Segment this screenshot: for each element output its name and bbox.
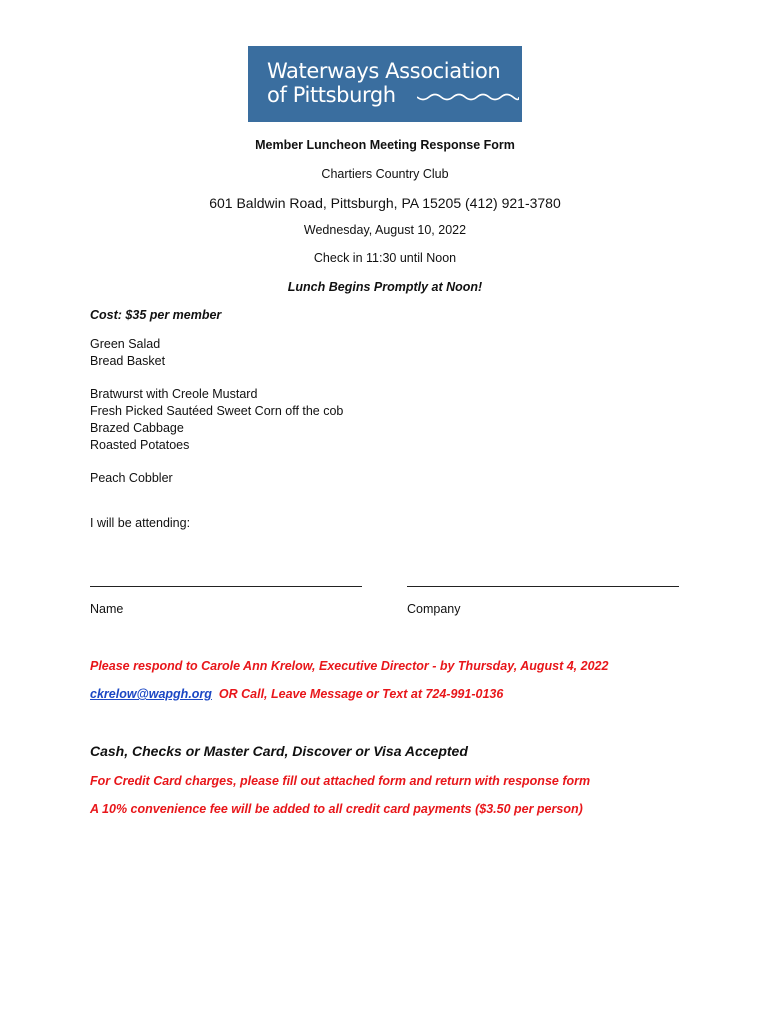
event-date: Wednesday, August 10, 2022 <box>303 223 467 237</box>
menu-item: Peach Cobbler <box>90 471 173 485</box>
name-label: Name <box>90 602 124 616</box>
menu-group-1 <box>90 336 165 370</box>
venue: Chartiers Country Club <box>321 167 449 181</box>
menu-item: Green Salad <box>90 337 161 351</box>
respond-instructions: Please respond to Carole Ann Krelow, Executive Director - by Thursday, August 4, 2022 <box>90 659 609 673</box>
attending-label: I will be attending: <box>90 516 191 530</box>
menu-item: Roasted Potatoes <box>90 438 190 452</box>
lunch-notice: Lunch Begins Promptly at Noon! <box>287 280 483 294</box>
company-field-line[interactable] <box>407 586 679 587</box>
email-link[interactable]: ckrelow@wapgh.org <box>90 687 212 701</box>
cost: Cost: $35 per member <box>90 308 222 322</box>
form-title: Member Luncheon Meeting Response Form <box>255 138 515 152</box>
logo-line-2-text: of Pittsburgh <box>267 83 396 107</box>
company-label: Company <box>407 602 461 616</box>
payment-accepted: Cash, Checks or Master Card, Discover or Visa Accepted <box>90 743 468 759</box>
logo-line-2 <box>267 83 522 107</box>
logo-line-1: Waterways Association <box>267 59 501 83</box>
call-text: OR Call, Leave Message or Text at 724-991-0136 <box>218 687 504 701</box>
name-field-line[interactable] <box>90 586 362 587</box>
menu-group-2 <box>90 386 343 454</box>
logo <box>248 46 522 122</box>
convenience-fee-note: A 10% convenience fee will be added to all credit card payments ($3.50 per person) <box>90 802 583 816</box>
menu-item: Bread Basket <box>90 354 166 368</box>
menu-group-3 <box>90 470 173 487</box>
address: 601 Baldwin Road, Pittsburgh, PA 15205 (412) 921-3780 <box>209 195 561 211</box>
menu-item: Fresh Picked Sautéed Sweet Corn off the cob <box>90 404 344 418</box>
check-in-time: Check in 11:30 until Noon <box>313 251 457 265</box>
menu-item: Bratwurst with Creole Mustard <box>90 387 258 401</box>
menu-item: Brazed Cabbage <box>90 421 184 435</box>
contact-line <box>90 686 503 703</box>
credit-card-note: For Credit Card charges, please fill out attached form and return with response form <box>90 774 591 788</box>
wave-icon <box>417 93 519 103</box>
